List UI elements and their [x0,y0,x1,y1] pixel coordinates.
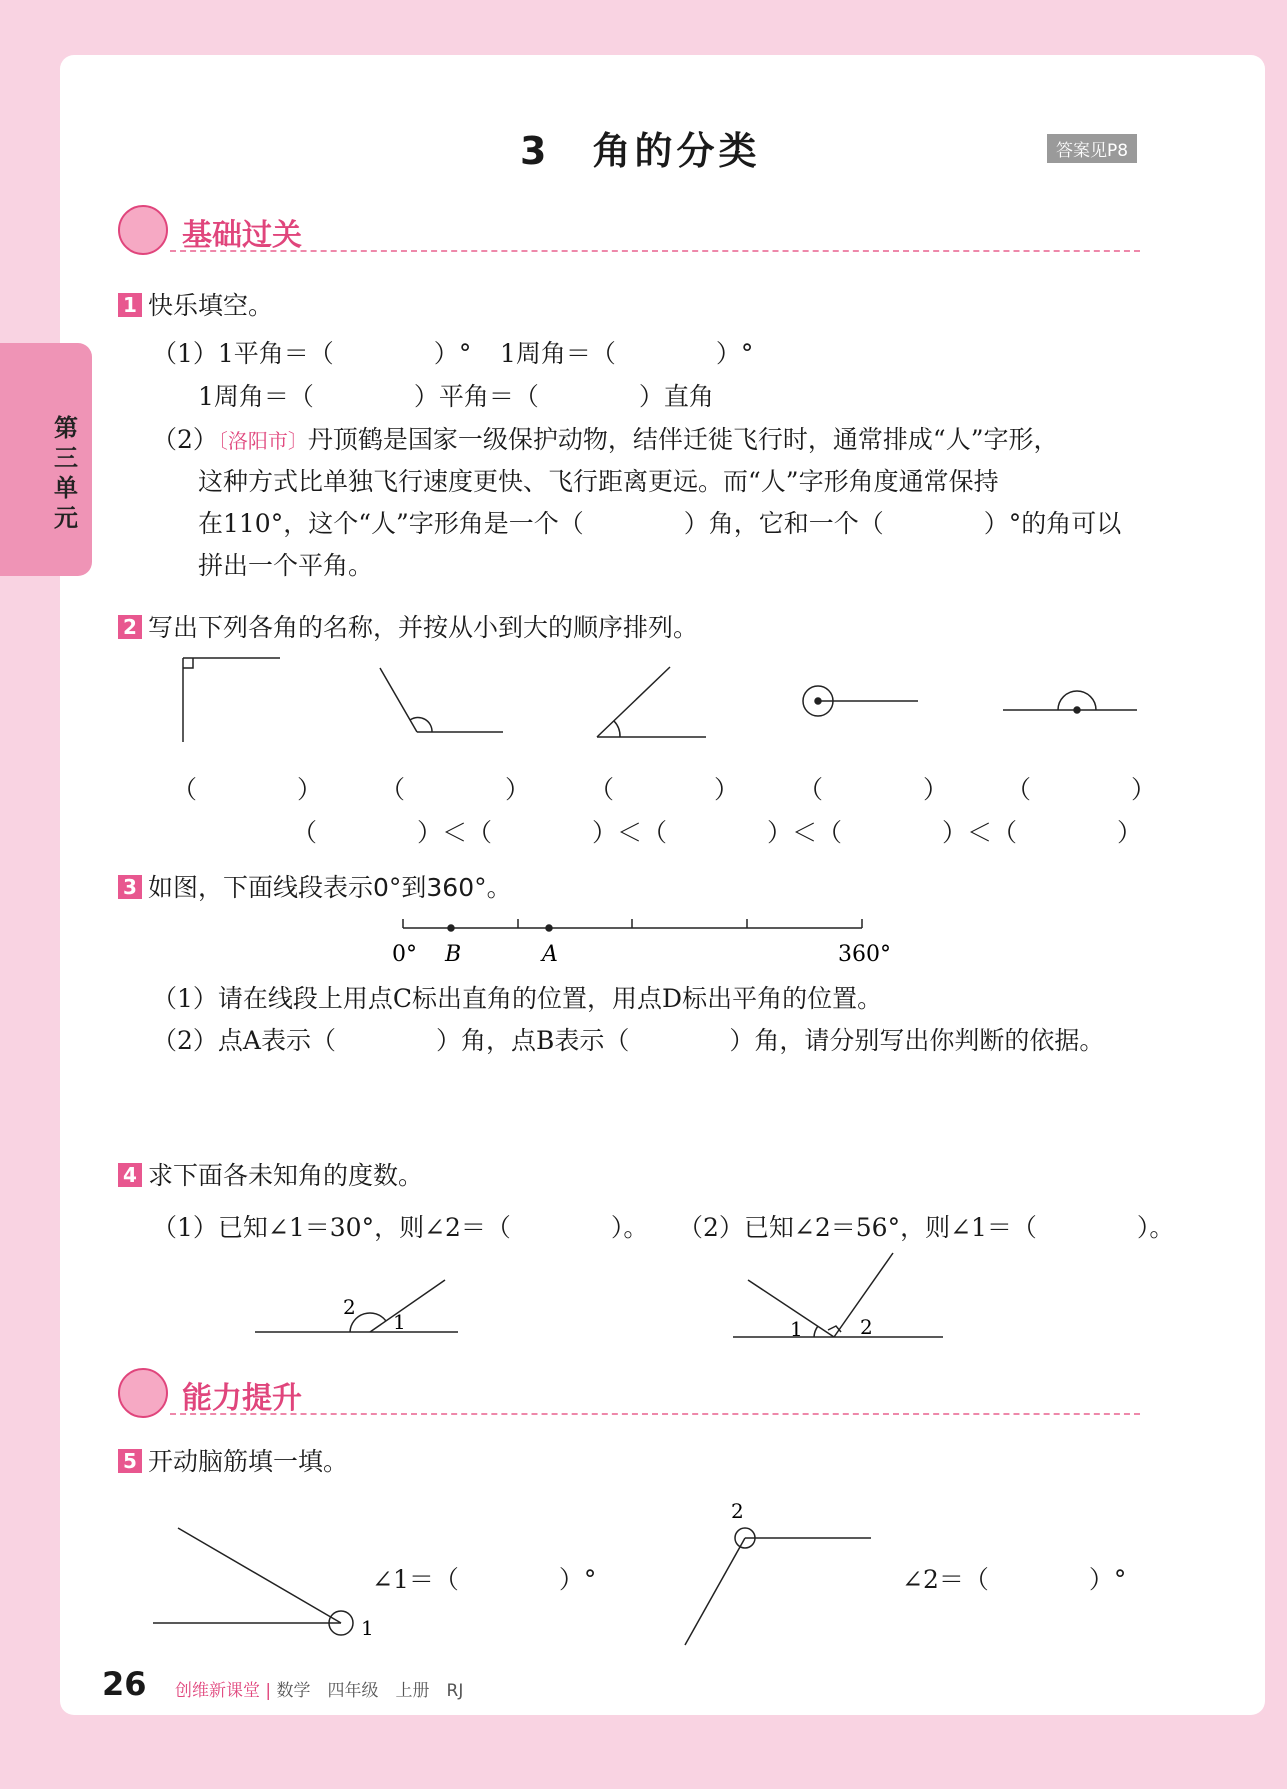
q5-angle-1-blank: ∠1＝（ ）° [372,1565,597,1594]
q4-part-1: （1）已知∠1＝30°，则∠2＝（ ）。 [152,1213,649,1242]
numline-label-a: A [542,942,558,967]
answer-reference-badge: 答案见P8 [1047,134,1137,163]
footer-brand: 创维新课堂 | 数学 四年级 上册 RJ [175,1681,464,1701]
q3-part-1: （1）请在线段上用点C标出直角的位置，用点D标出平角的位置。 [152,984,883,1013]
question-5-title: 5 开动脑筋填一填。 [118,1442,348,1478]
q5-fig2-label-2: 2 [731,1499,744,1523]
q4-part-2: （2）已知∠2＝56°，则∠1＝（ ）。 [678,1213,1175,1242]
question-2-title: 2 写出下列各角的名称，并按从小到大的顺序排列。 [118,608,698,644]
question-1-title: 1 快乐填空。 [118,286,273,322]
q4-fig2-label-1: 1 [790,1317,803,1341]
q1-line-1b: 1周角＝（ ）° [500,339,754,368]
q1-line-2: 1周角＝（ ）平角＝（ ）直角 [198,382,714,411]
q2-blank-5: （ ） [1006,775,1157,804]
q1-part-2-line-4: 拼出一个平角。 [198,551,374,580]
numline-label-0: 0° [392,942,417,967]
q5-angle-2-blank: ∠2＝（ ）° [902,1565,1127,1594]
q5-fig1-label-1: 1 [361,1616,374,1640]
q5-figure-1 [153,1528,353,1635]
q2-blank-1: （ ） [172,775,323,804]
q4-figure-2 [733,1253,943,1337]
page-title: 3 角的分类 [520,129,761,173]
q4-figure-1 [255,1280,458,1332]
round-angle-figure [803,686,918,716]
q3-number-line [403,919,862,931]
q1-part-2-line-3: 在110°，这个“人”字形角是一个（ ）角，它和一个（ ）°的角可以 [198,509,1122,538]
page-number: 26 [102,1665,147,1703]
right-angle-figure [183,658,280,742]
straight-angle-figure [1003,691,1137,713]
q4-fig2-label-2: 2 [860,1315,873,1339]
q3-part-2: （2）点A表示（ ）角，点B表示（ ）角，请分别写出你判断的依据。 [152,1026,1105,1055]
q2-order-line: （ ）＜（ ）＜（ ）＜（ ）＜（ ） [292,818,1143,847]
numline-label-360: 360° [838,942,891,967]
unit-label: 第三单元 [54,414,78,532]
section-title-basic: 基础过关 [182,218,302,253]
question-3-title: 3 如图，下面线段表示0°到360°。 [118,868,512,904]
q1-part-2-line-2: 这种方式比单独飞行速度更快、飞行距离更远。而“人”字形角度通常保持 [198,467,999,496]
q1-part-2-line-1: （2）〔洛阳市〕丹顶鹤是国家一级保护动物，结伴迁徙飞行时，通常排成“人”字形， [152,425,1059,454]
section-title-advance: 能力提升 [182,1381,302,1416]
q2-blank-4: （ ） [798,775,949,804]
numline-label-b: B [445,942,462,967]
q2-blank-2: （ ） [380,775,531,804]
cartoon-avatar-icon [118,1368,168,1418]
obtuse-angle-figure [380,668,503,732]
section-divider [170,1413,1140,1415]
q4-fig1-label-2: 2 [343,1295,356,1319]
q5-figure-2 [685,1528,871,1645]
q4-fig1-label-1: 1 [393,1310,406,1334]
q2-blank-3: （ ） [589,775,740,804]
acute-angle-figure [597,667,706,737]
question-4-title: 4 求下面各未知角的度数。 [118,1156,423,1192]
q1-line-1a: （1）1平角＝（ ）° [152,339,472,368]
